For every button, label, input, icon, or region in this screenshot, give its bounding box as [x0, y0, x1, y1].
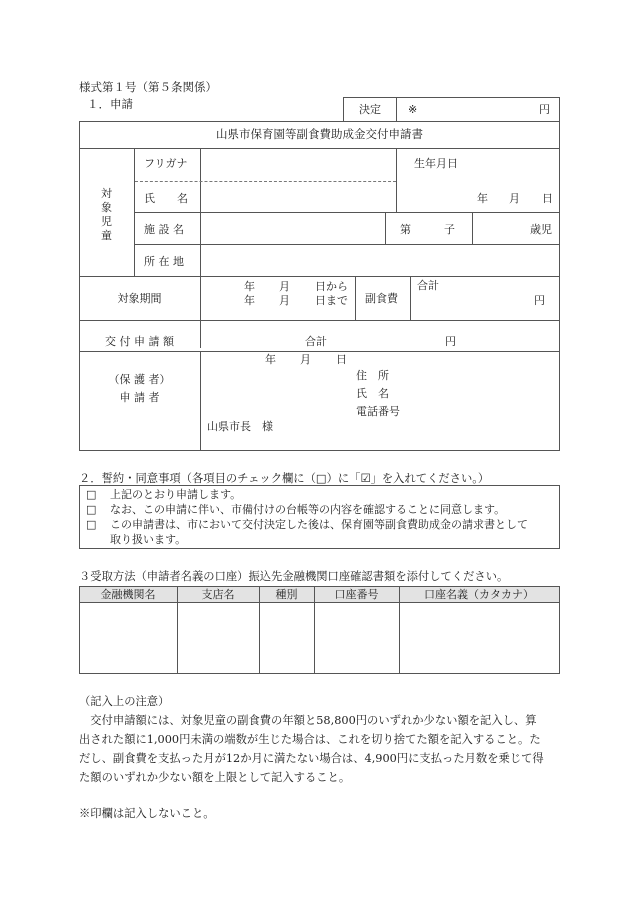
amount-label: 交 付 申 請 額 — [105, 335, 174, 348]
applicant-address-label: 住 所 — [356, 369, 389, 382]
facility-address-field[interactable] — [201, 245, 559, 276]
notes-line: 交付申請額には、対象児童の副食費の年額と58,800円のいずれか少ない額を記入し、算 — [79, 714, 537, 727]
meal-total-unit: 円 — [534, 294, 545, 307]
bank-col-header: 支店名 — [201, 588, 235, 601]
notes-line: た額のいずれか少ない額を上限として記入すること。 — [79, 771, 351, 784]
form-id: 様式第１号（第５条関係） — [79, 80, 217, 94]
period-from-year: 年 — [244, 280, 255, 293]
bank-col-header: 金融機関名 — [100, 588, 156, 601]
bank-col-header: 種別 — [275, 588, 298, 601]
applicant-name-label: 氏 名 — [356, 387, 389, 400]
period-to-day: 日まで — [315, 294, 348, 307]
amount-field[interactable] — [201, 321, 559, 351]
period-from-month: 月 — [279, 280, 290, 293]
section1-heading: １．申請 — [87, 97, 133, 111]
branch-name-field[interactable] — [178, 603, 259, 673]
applicant-phone-field[interactable] — [410, 403, 558, 420]
notes-line: だし、副食費を支払った月が12か月に満たない場合は、4,900円に支払った月数を乗じて得 — [79, 752, 544, 765]
consent-item: □ 上記のとおり申請します。 — [86, 488, 242, 501]
bank-col-header: 口座番号 — [334, 588, 379, 601]
period-to-month: 月 — [279, 294, 290, 307]
name-label: 氏 名 — [144, 192, 188, 205]
meal-total-label: 合計 — [417, 279, 439, 292]
bank-col-header: 口座名義（カタカナ） — [424, 588, 534, 601]
furigana-label: フリガナ — [144, 157, 188, 170]
birth-month-unit: 月 — [509, 192, 520, 205]
facility-field[interactable] — [201, 213, 385, 244]
period-label: 対象期間 — [117, 292, 162, 305]
checkbox[interactable]: □ — [86, 488, 97, 501]
birth-year-unit: 年 — [477, 192, 488, 205]
consent-item-continued: 取り扱います。 — [110, 533, 187, 546]
applicant-name-field[interactable] — [400, 385, 558, 402]
consent-item: □ なお、この申請に伴い、市備付けの台帳等の内容を確認することに同意します。 — [86, 503, 506, 516]
applicant-date-month: 月 — [300, 353, 311, 366]
furigana-field[interactable] — [201, 149, 396, 180]
decision-mark: ※ — [408, 103, 418, 116]
child-name-field[interactable] — [201, 182, 396, 212]
guardian-label: （保 護 者） — [108, 373, 171, 386]
amount-unit: 円 — [445, 335, 456, 348]
applicant-address-field[interactable] — [400, 367, 558, 384]
decision-unit: 円 — [539, 103, 550, 116]
checkbox[interactable]: □ — [86, 503, 97, 516]
addressee: 山県市長 様 — [207, 420, 273, 433]
applicant-date-year: 年 — [265, 353, 276, 366]
amount-total-label: 合計 — [305, 335, 327, 348]
child-order-label: 第 子 — [400, 223, 455, 236]
notes-line: 出された額に1,000円未満の端数が生じた場合は、これを切り捨てた額を記入すること。た — [79, 733, 541, 746]
meal-cost-label: 副食費 — [365, 292, 398, 305]
account-number-field[interactable] — [315, 603, 399, 673]
applicant-date-day: 日 — [336, 353, 347, 366]
checkbox[interactable]: □ — [86, 518, 97, 531]
facility-label: 施 設 名 — [144, 223, 184, 236]
birth-day-unit: 日 — [542, 192, 553, 205]
section2-heading: ２．誓約・同意事項（各項目のチェック欄に（□）に「☑」を入れてください。） — [79, 472, 490, 485]
stamp-note: ※印欄は記入しないこと。 — [79, 807, 215, 820]
birth-label: 生年月日 — [414, 157, 458, 170]
form-title: 山県市保育園等副食費助成金交付申請書 — [216, 127, 423, 141]
account-type-field[interactable] — [260, 603, 314, 673]
notes-heading: （記入上の注意） — [79, 695, 170, 708]
bank-name-field[interactable] — [80, 603, 177, 673]
period-to-year: 年 — [244, 294, 255, 307]
age-unit: 歳児 — [530, 223, 552, 236]
decision-label: 決定 — [359, 103, 381, 116]
section3-heading: ３受取方法（申請者名義の口座）振込先金融機関口座確認書類を添付してください。 — [79, 570, 509, 583]
child-group-label: 対 象 児 童 — [101, 187, 112, 242]
consent-item: □ この申請書は、市において交付決定した後は、保育園等副食費助成金の請求書として — [86, 518, 528, 531]
account-holder-field[interactable] — [400, 603, 559, 673]
applicant-label: 申 請 者 — [119, 391, 160, 404]
applicant-phone-label: 電話番号 — [356, 405, 400, 418]
facility-address-label: 所 在 地 — [144, 255, 184, 268]
period-from-day: 日から — [315, 280, 348, 293]
